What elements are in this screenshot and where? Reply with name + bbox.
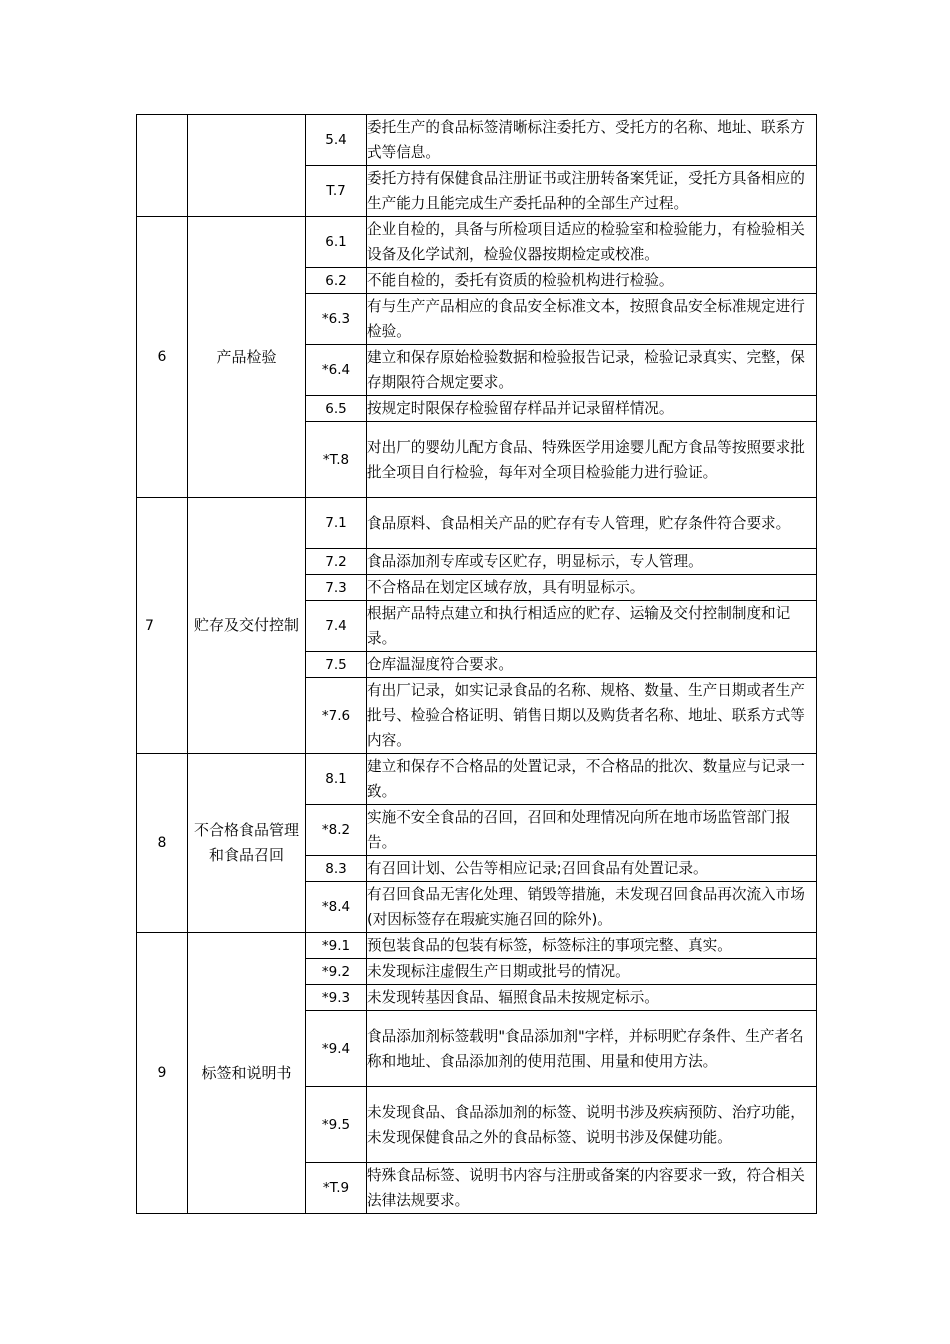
item-code: 6.1 [306,217,367,268]
item-requirement: 有召回食品无害化处理、销毁等措施，未发现召回食品再次流入市场(对因标签存在瑕疵实施召回的除外)。 [367,882,817,933]
item-requirement: 按规定时限保存检验留存样品并记录留样情况。 [367,396,817,422]
item-code: 7.3 [306,575,367,601]
item-requirement: 食品添加剂标签载明"食品添加剂"字样，并标明贮存条件、生产者名称和地址、食品添加剂的使用范围、用量和使用方法。 [367,1011,817,1087]
item-code: *7.6 [306,678,367,754]
section-category [188,115,306,217]
section-category: 标签和说明书 [188,933,306,1214]
item-requirement: 委托方持有保健食品注册证书或注册转备案凭证，受托方具备相应的生产能力且能完成生产委托品种的全部生产过程。 [367,166,817,217]
table-row [137,933,817,959]
section-number: 7 [137,498,188,754]
item-requirement: 建立和保存原始检验数据和检验报告记录，检验记录真实、完整，保存期限符合规定要求。 [367,345,817,396]
item-code: 7.2 [306,549,367,575]
item-requirement: 不合格品在划定区域存放，具有明显标示。 [367,575,817,601]
item-requirement: 不能自检的，委托有资质的检验机构进行检验。 [367,268,817,294]
item-code: 6.5 [306,396,367,422]
inspection-table [136,114,817,1214]
section-category: 产品检验 [188,217,306,498]
section-number: 6 [137,217,188,498]
section-category: 不合格食品管理和食品召回 [188,754,306,933]
item-code: 6.2 [306,268,367,294]
item-code: *9.3 [306,985,367,1011]
item-requirement: 企业自检的，具备与所检项目适应的检验室和检验能力，有检验相关设备及化学试剂，检验仪器按期检定或校准。 [367,217,817,268]
item-code: *T.9 [306,1163,367,1214]
item-requirement: 食品原料、食品相关产品的贮存有专人管理，贮存条件符合要求。 [367,498,817,549]
item-code: *6.3 [306,294,367,345]
item-requirement: 实施不安全食品的召回，召回和处理情况向所在地市场监管部门报告。 [367,805,817,856]
item-code: *8.2 [306,805,367,856]
item-code: 8.3 [306,856,367,882]
item-code: 7.4 [306,601,367,652]
section-category: 贮存及交付控制 [188,498,306,754]
item-requirement: 对出厂的婴幼儿配方食品、特殊医学用途婴儿配方食品等按照要求批批全项目自行检验，每年对全项目检验能力进行验证。 [367,422,817,498]
item-requirement: 根据产品特点建立和执行相适应的贮存、运输及交付控制制度和记录。 [367,601,817,652]
item-code: *6.4 [306,345,367,396]
item-requirement: 未发现转基因食品、辐照食品未按规定标示。 [367,985,817,1011]
item-requirement: 预包装食品的包装有标签，标签标注的事项完整、真实。 [367,933,817,959]
section-number: 9 [137,933,188,1214]
item-code: *9.2 [306,959,367,985]
item-requirement: 委托生产的食品标签清晰标注委托方、受托方的名称、地址、联系方式等信息。 [367,115,817,166]
table-row [137,498,817,549]
item-requirement: 未发现标注虚假生产日期或批号的情况。 [367,959,817,985]
item-code: 7.1 [306,498,367,549]
item-requirement: 未发现食品、食品添加剂的标签、说明书涉及疾病预防、治疗功能，未发现保健食品之外的食品标签、说明书涉及保健功能。 [367,1087,817,1163]
table-row [137,217,817,268]
item-code: *9.4 [306,1011,367,1087]
item-requirement: 仓库温湿度符合要求。 [367,652,817,678]
table-row [137,115,817,166]
item-code: 7.5 [306,652,367,678]
item-code: *8.4 [306,882,367,933]
item-requirement: 特殊食品标签、说明书内容与注册或备案的内容要求一致，符合相关法律法规要求。 [367,1163,817,1214]
item-requirement: 有召回计划、公告等相应记录;召回食品有处置记录。 [367,856,817,882]
inspection-table-body [137,115,817,1214]
item-code: *T.8 [306,422,367,498]
section-number [137,115,188,217]
item-requirement: 建立和保存不合格品的处置记录，不合格品的批次、数量应与记录一致。 [367,754,817,805]
item-code: T.7 [306,166,367,217]
table-row [137,754,817,805]
item-requirement: 食品添加剂专库或专区贮存，明显标示，专人管理。 [367,549,817,575]
item-code: 5.4 [306,115,367,166]
item-code: 8.1 [306,754,367,805]
item-requirement: 有出厂记录，如实记录食品的名称、规格、数量、生产日期或者生产批号、检验合格证明、销售日期以及购货者名称、地址、联系方式等内容。 [367,678,817,754]
item-code: *9.1 [306,933,367,959]
item-requirement: 有与生产产品相应的食品安全标准文本，按照食品安全标准规定进行检验。 [367,294,817,345]
item-code: *9.5 [306,1087,367,1163]
section-number: 8 [137,754,188,933]
